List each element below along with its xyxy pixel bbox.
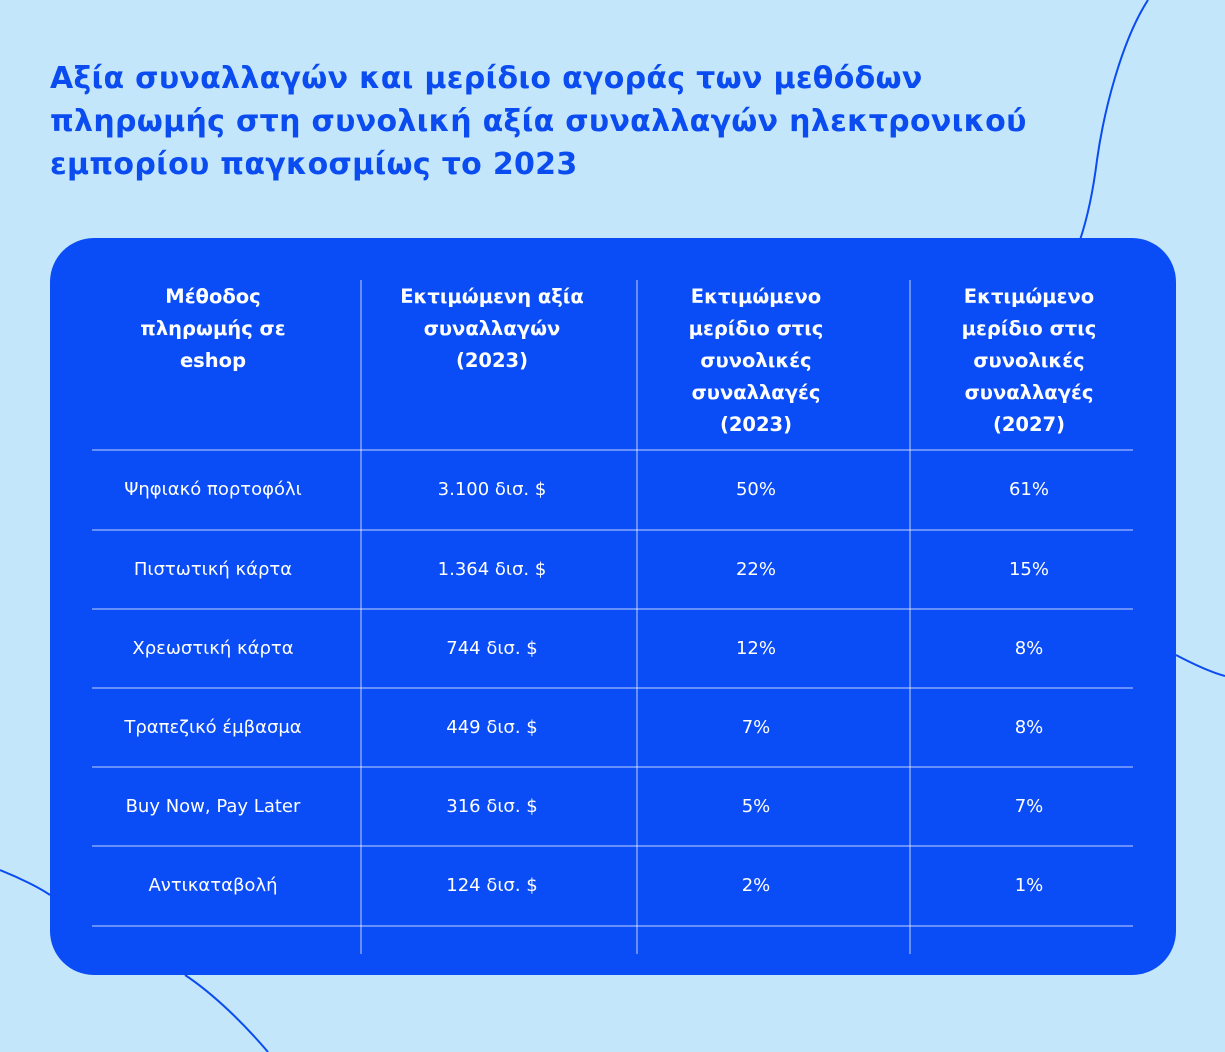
column-header: [636, 281, 876, 441]
data-table-card: [50, 238, 1176, 975]
table-cell: 22%: [735, 558, 776, 580]
table-cell: 744 δισ. $: [446, 637, 538, 659]
title-line: εμπορίου παγκοσμίως το 2023: [50, 147, 578, 182]
table-cell: 12%: [735, 637, 776, 659]
column-header-line: Εκτιμώμενη αξία: [400, 285, 584, 308]
column-header-line: Εκτιμώμενο: [690, 285, 822, 308]
column-header-line: Εκτιμώμενο: [963, 285, 1095, 308]
row-label: Αντικαταβολή: [148, 875, 278, 896]
table-cell: 3.100 δισ. $: [437, 479, 547, 500]
column-header-line: πληρωμής σε: [140, 317, 286, 340]
table-cell: 1%: [1014, 875, 1044, 896]
column-header-line: συνολικές: [973, 349, 1085, 372]
column-header-line: (2023): [455, 349, 529, 372]
column-header-line: συναλλαγές: [691, 381, 821, 404]
table-cell: 8%: [1014, 637, 1044, 659]
column-header-line: μερίδιο στις: [961, 317, 1097, 340]
column-header: [88, 281, 338, 377]
row-label: Χρεωστική κάρτα: [132, 637, 294, 659]
bottom-curve: [185, 975, 268, 1052]
column-header-line: (2023): [719, 413, 793, 436]
row-label: Τραπεζικό έμβασμα: [124, 716, 302, 738]
column-header: [909, 281, 1149, 441]
right-curve: [1176, 655, 1225, 676]
column-header-line: συνολικές: [700, 349, 812, 372]
table-cell: 50%: [735, 479, 776, 500]
column-header-line: συναλλαγές: [964, 381, 1094, 404]
column-header-line: μερίδιο στις: [688, 317, 824, 340]
table-cell: 61%: [1008, 479, 1049, 500]
table-cell: 124 δισ. $: [446, 875, 538, 896]
table-cell: 5%: [741, 795, 771, 817]
column-header-line: συναλλαγών: [423, 317, 561, 340]
table-cell: 7%: [741, 716, 771, 738]
table-cell: 1.364 δισ. $: [437, 558, 547, 580]
table-cell: 449 δισ. $: [446, 716, 538, 738]
table-cell: 2%: [741, 875, 771, 896]
column-header-line: (2027): [992, 413, 1066, 436]
row-label: Πιστωτική κάρτα: [133, 558, 293, 580]
column-header-line: Μέθοδος: [165, 285, 261, 308]
left-curve: [0, 870, 50, 895]
column-header: [367, 281, 617, 377]
column-header-line: eshop: [179, 349, 247, 372]
page-title: [50, 57, 1150, 186]
row-label: Ψηφιακό πορτοφόλι: [124, 479, 302, 500]
table-cell: 15%: [1008, 558, 1049, 580]
table-cell: 7%: [1014, 795, 1044, 817]
table-cell: 8%: [1014, 716, 1044, 738]
table-cell: 316 δισ. $: [446, 795, 538, 817]
title-line: πληρωμής στη συνολική αξία συναλλαγών ηλεκτρονικού: [50, 104, 1027, 139]
title-line: Αξία συναλλαγών και μερίδιο αγοράς των μεθόδων: [50, 61, 923, 96]
row-label: Buy Now, Pay Later: [125, 795, 301, 817]
